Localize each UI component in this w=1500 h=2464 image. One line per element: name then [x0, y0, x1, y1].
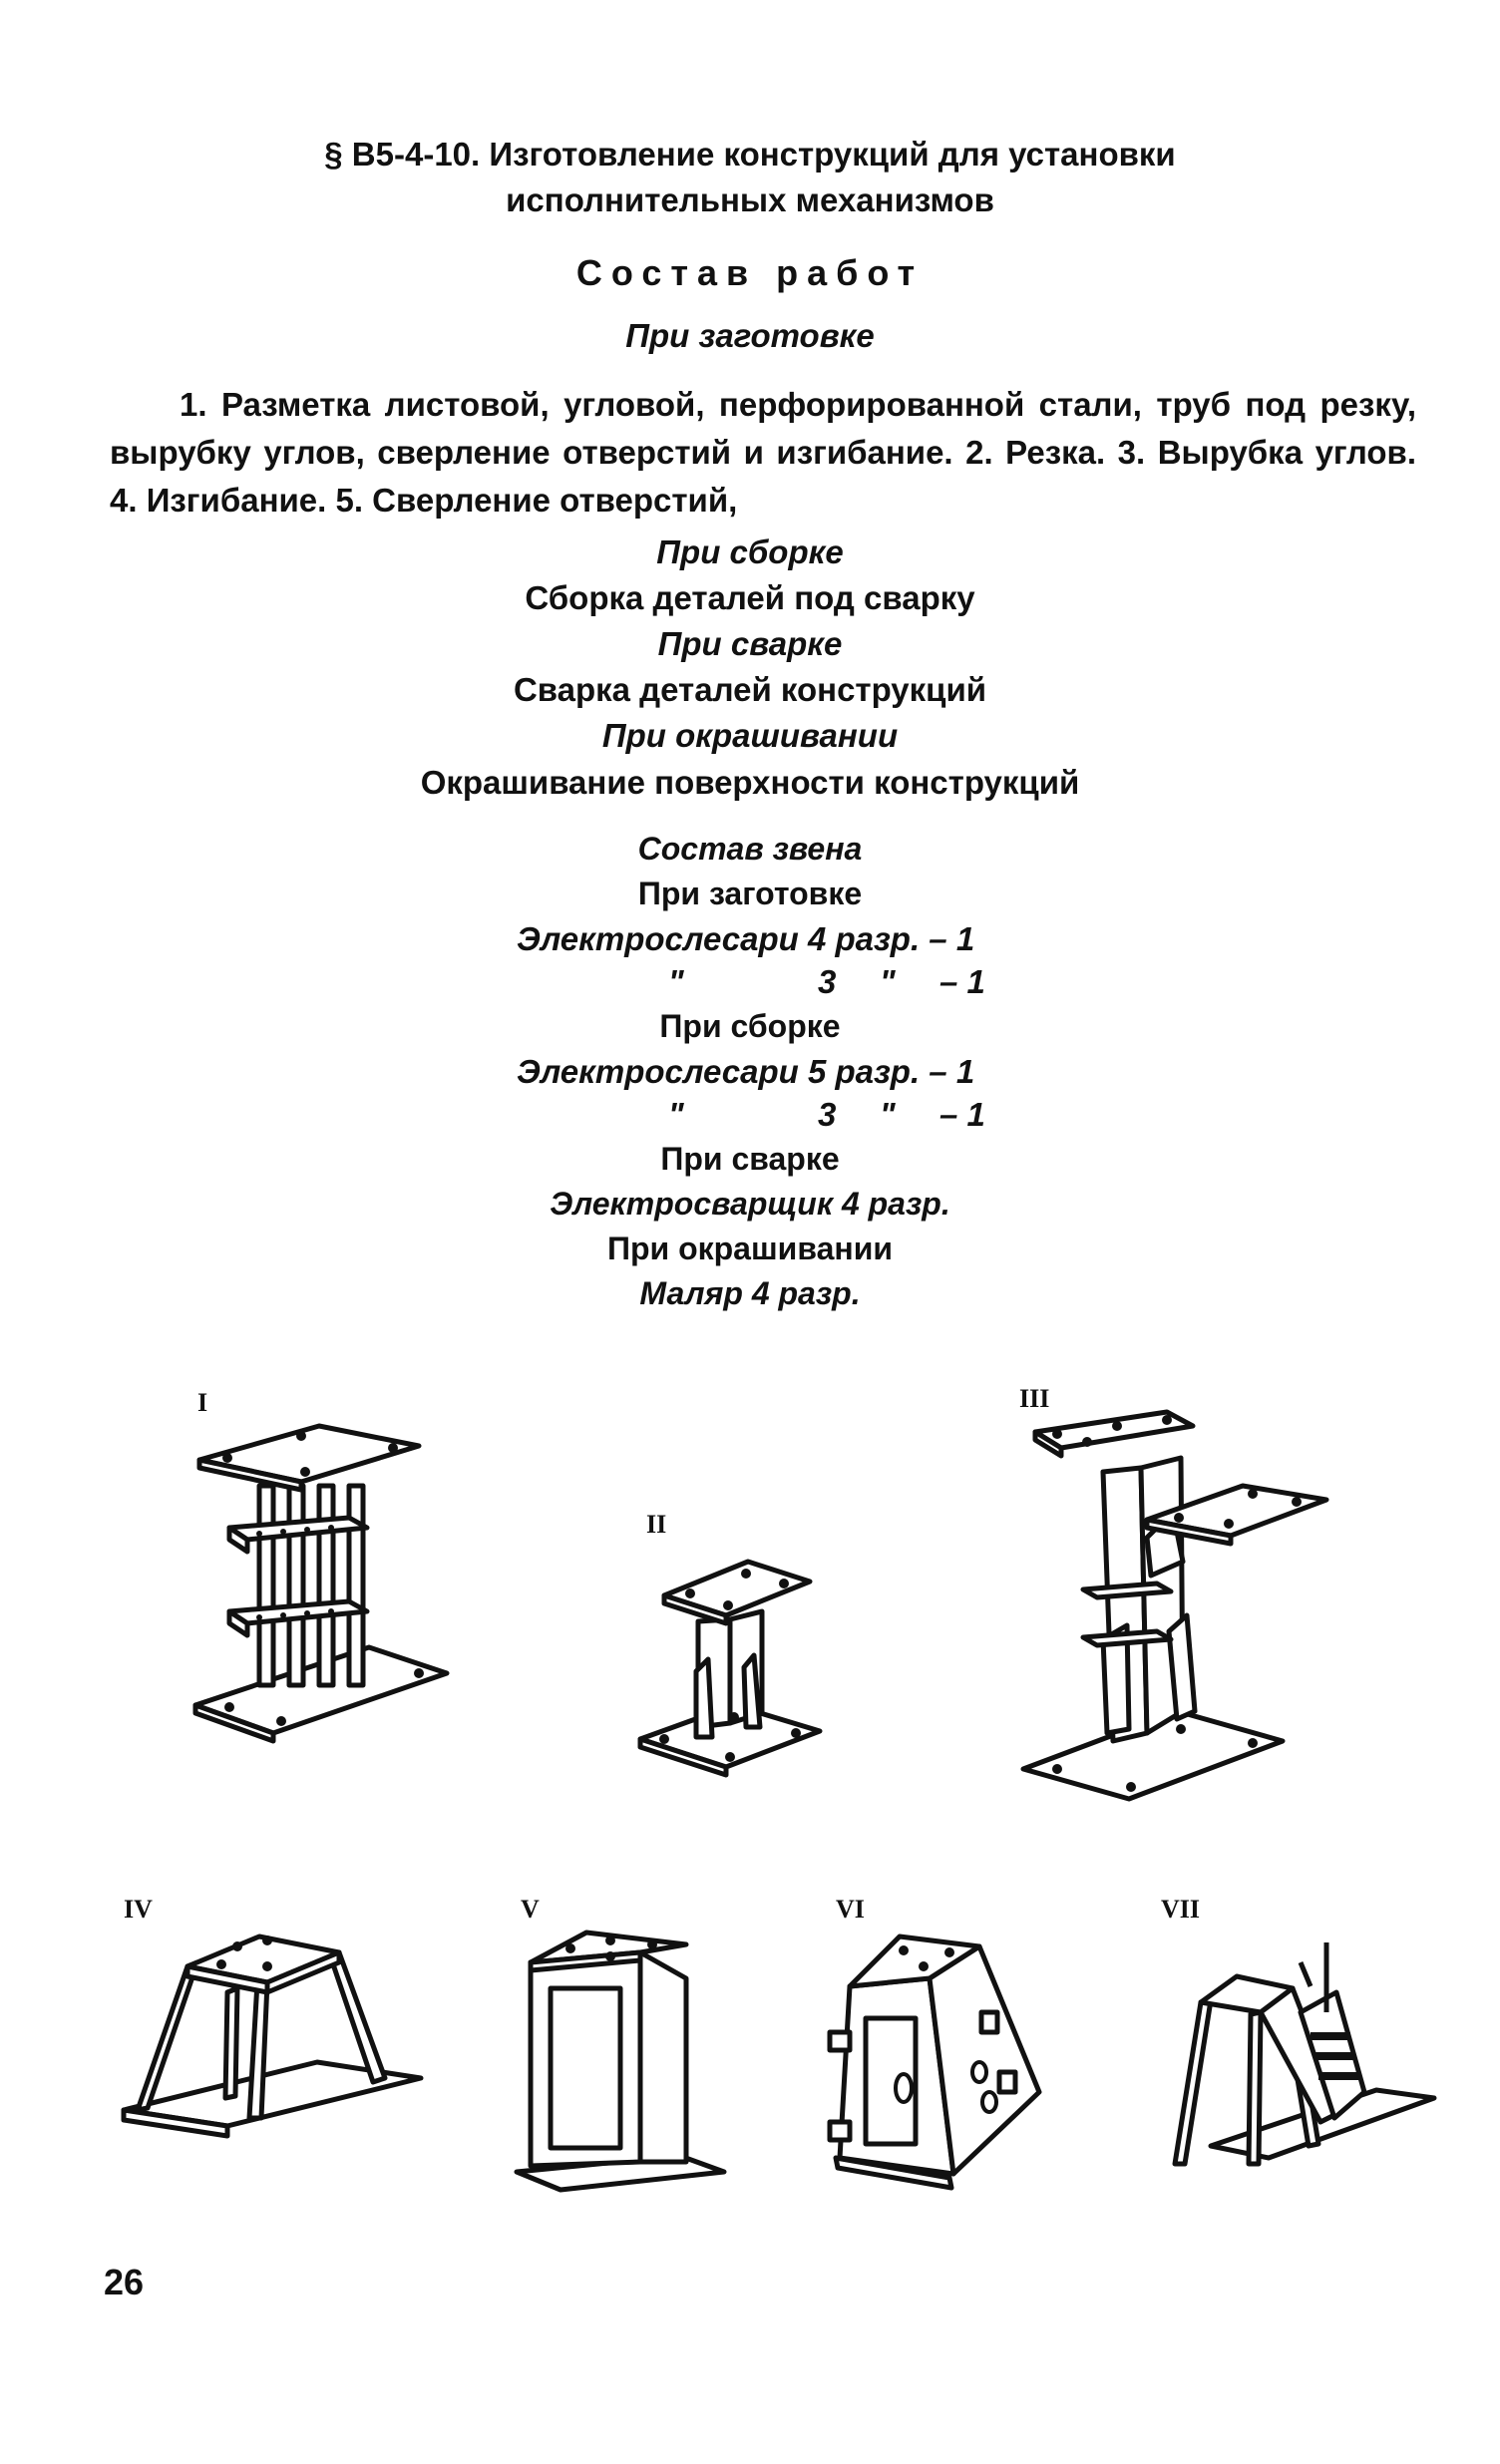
crew-assembly-count: – 1: [939, 1096, 985, 1133]
figure-6-drawing: [830, 1923, 1059, 2202]
crew-prep-count: – 1: [939, 963, 985, 1000]
painting-text: Окрашивание поверхности конструкций: [420, 764, 1080, 801]
crew-welding-row: Электросварщик 4 разр.: [550, 1186, 950, 1222]
figure-label-2: II: [646, 1510, 667, 1539]
crew-prep-ditto1: ": [668, 963, 684, 1000]
crew-assembly-ditto1: ": [668, 1096, 684, 1133]
crew-assembly-ditto2: ": [880, 1096, 896, 1133]
crew-welding-label: При сварке: [660, 1141, 840, 1177]
crew-prep-grade: 3: [818, 963, 837, 1000]
figure-label-3: III: [1019, 1384, 1050, 1413]
figure-2-drawing: [634, 1542, 834, 1781]
crew-painting-label: При окрашивании: [606, 1231, 894, 1266]
section-heading-line2: исполнительных механизмов: [506, 181, 994, 218]
figure-4-drawing: [118, 1923, 427, 2152]
crew-title: Состав звена: [637, 831, 863, 867]
preparation-label: При заготовке: [625, 317, 875, 354]
figure-7-drawing: [1151, 1923, 1440, 2192]
figure-label-4: IV: [124, 1895, 153, 1924]
section-heading-line1: § В5-4-10. Изготовление конструкций для установки: [324, 136, 1176, 173]
assembly-text: Сборка деталей под сварку: [525, 579, 975, 616]
crew-assembly-label: При сборке: [659, 1008, 841, 1044]
painting-label: При окрашивании: [601, 717, 899, 754]
preparation-text: 1. Разметка листовой, угловой, перфорированной стали, труб под резку, вырубку углов, сверление отверстий и изгибание. 2. Резка. 3. Вырубка углов. 4. Изгибание. 5. Сверление отверстий,: [110, 386, 1416, 519]
figure-3-drawing: [1017, 1412, 1346, 1801]
crew-painting-row: Маляр 4 разр.: [639, 1275, 861, 1311]
page-number: 26: [104, 2262, 145, 2302]
crew-prep-row1: Электрослесари 4 разр. – 1: [517, 920, 975, 957]
welding-label: При сварке: [657, 625, 843, 662]
welding-text: Сварка деталей конструкций: [513, 671, 987, 708]
assembly-label: При сборке: [656, 533, 844, 570]
figure-label-5: V: [521, 1895, 540, 1924]
crew-prep-ditto2: ": [880, 963, 896, 1000]
figure-1-drawing: [189, 1416, 459, 1735]
crew-assembly-grade: 3: [818, 1096, 837, 1133]
crew-prep-label: При заготовке: [637, 876, 863, 911]
crew-assembly-row1: Электрослесари 5 разр. – 1: [517, 1053, 975, 1090]
figure-label-1: I: [197, 1388, 208, 1417]
work-composition-title: Состав работ: [575, 252, 925, 293]
figure-label-7: VII: [1161, 1895, 1201, 1924]
figure-label-6: VI: [836, 1895, 865, 1924]
figure-5-drawing: [511, 1923, 730, 2202]
